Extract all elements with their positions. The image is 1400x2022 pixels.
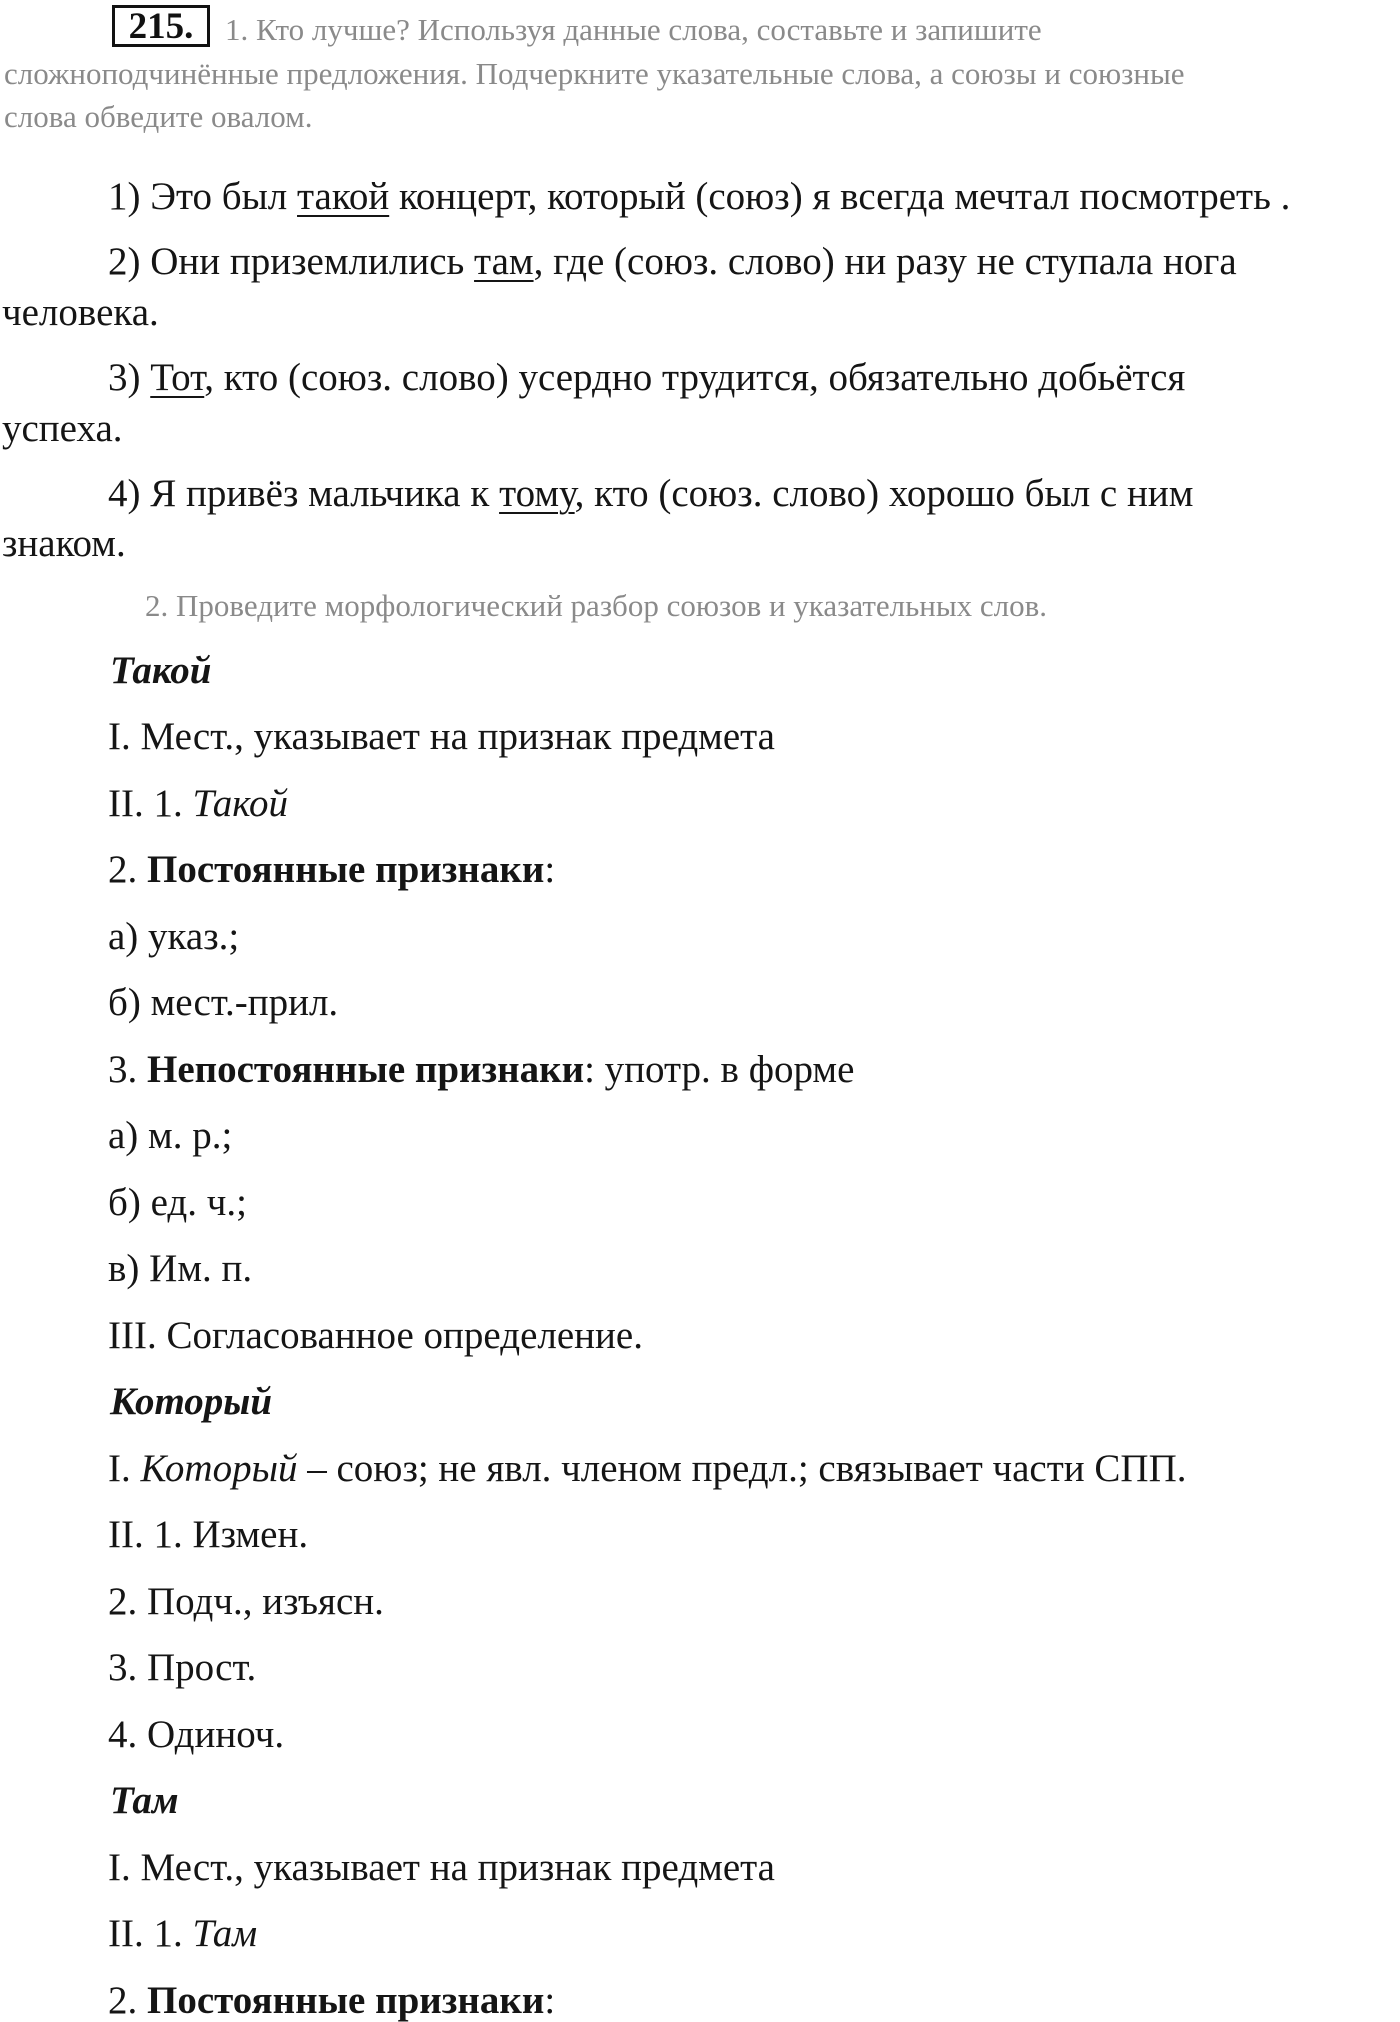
takoy-line-6: 3. Непостоянные признаки: употр. в форме [108, 1048, 855, 1091]
heading-takoy: Такой [110, 649, 212, 692]
takoy-line-9: в) Им. п. [108, 1247, 253, 1290]
task-1-line-3: слова обведите овалом. [4, 99, 313, 134]
sentence-3: 3) Тот, кто (союз. слово) усердно трудится, обязательно добьётся [108, 356, 1186, 399]
heading-tam: Там [110, 1779, 179, 1822]
takoy-line-5: б) мест.-прил. [108, 981, 339, 1024]
sentence-2-continuation: человека. [2, 291, 159, 334]
tam-line-1: I. Мест., указывает на признак предмета [108, 1846, 775, 1889]
kotoryy-line-5: 4. Одиноч. [108, 1713, 285, 1756]
demonstrative-word: тому [499, 472, 575, 515]
takoy-line-1: I. Мест., указывает на признак предмета [108, 715, 775, 758]
sentence-2: 2) Они приземлились там, где (союз. слово) ни разу не ступала нога [108, 240, 1237, 283]
task-1-line-2: сложноподчинённые предложения. Подчеркните указательные слова, а союзы и союзные [4, 56, 1185, 91]
sentence-4: 4) Я привёз мальчика к тому, кто (союз. слово) хорошо был с ним [108, 472, 1194, 515]
kotoryy-line-3: 2. Подч., изъясн. [108, 1580, 384, 1623]
tam-line-2: II. 1. Там [108, 1912, 258, 1955]
takoy-line-2: II. 1. Такой [108, 782, 289, 825]
demonstrative-word: там [474, 240, 534, 283]
exercise-number: 215. [112, 5, 210, 47]
task-1-line-1: 1. Кто лучше? Используя данные слова, составьте и запишите [225, 12, 1042, 47]
sentence-3-continuation: успеха. [2, 407, 123, 450]
kotoryy-line-2: II. 1. Измен. [108, 1513, 309, 1556]
takoy-line-3: 2. Постоянные признаки: [108, 848, 556, 891]
tam-line-3: 2. Постоянные признаки: [108, 1979, 556, 2022]
takoy-line-7: а) м. р.; [108, 1114, 233, 1157]
demonstrative-word: такой [297, 175, 390, 218]
takoy-line-10: III. Согласованное определение. [108, 1314, 643, 1357]
takoy-line-4: а) указ.; [108, 915, 240, 958]
task-2: 2. Проведите морфологический разбор союзов и указательных слов. [145, 588, 1048, 623]
heading-kotoryy: Который [110, 1380, 273, 1423]
takoy-line-8: б) ед. ч.; [108, 1181, 247, 1224]
sentence-4-continuation: знаком. [2, 522, 126, 565]
kotoryy-line-1: I. Который – союз; не явл. членом предл.; связывает части СПП. [108, 1447, 1187, 1490]
sentence-1: 1) Это был такой концерт, который (союз) я всегда мечтал посмотреть . [108, 175, 1291, 218]
kotoryy-line-4: 3. Прост. [108, 1646, 257, 1689]
demonstrative-word: Тот [150, 356, 205, 399]
